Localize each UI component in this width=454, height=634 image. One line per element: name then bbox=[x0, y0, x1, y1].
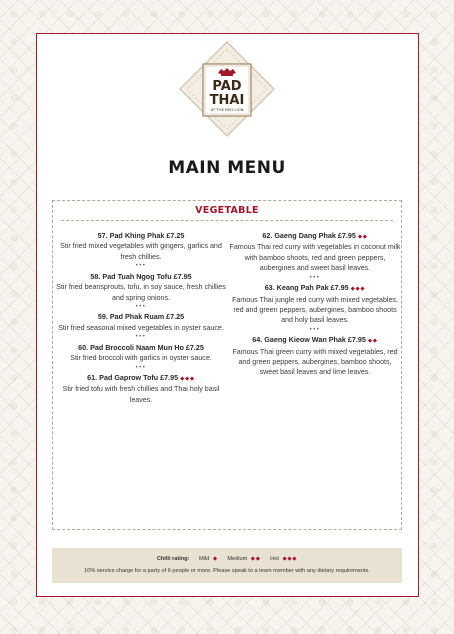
menu-item bbox=[55, 231, 227, 262]
dish-name: 59. Pad Phak Ruam £7.25 bbox=[97, 312, 185, 322]
menu-item bbox=[55, 312, 227, 333]
menu-item bbox=[229, 335, 401, 378]
dish-description: Stir fried beansprouts, tofu, in soy sauce, fresh chillies and spring onions. bbox=[56, 283, 226, 302]
menu-item bbox=[55, 272, 227, 303]
dish-description: Famous Thai jungle red curry with mixed vegetables, red and green peppers, aubergines, bamboo shoots and holy basil leaves. bbox=[232, 295, 398, 325]
dish-name: 60. Pad Broccoli Naam Mun Ho £7.25 bbox=[78, 342, 204, 352]
dish-description: Stir fried mixed vegetables with gingers, garlics and fresh chillies. bbox=[60, 242, 222, 261]
menu-item bbox=[229, 231, 401, 274]
item-separator: ••• bbox=[135, 334, 147, 341]
section-title: VEGETABLE bbox=[195, 205, 259, 216]
item-separator: ••• bbox=[135, 303, 147, 310]
hot-chilli-icon: ◆◆◆ bbox=[282, 556, 298, 562]
left-column bbox=[55, 231, 227, 405]
pad-thai-logo bbox=[178, 40, 276, 138]
menu-item bbox=[229, 283, 401, 326]
item-separator: ••• bbox=[309, 274, 321, 281]
medium-label: Medium bbox=[227, 556, 248, 562]
mild-label: Mild bbox=[199, 556, 210, 562]
item-separator: ••• bbox=[135, 364, 147, 371]
dish-name: 62. Gaeng Dang Phak £7.95 bbox=[262, 231, 356, 240]
right-column bbox=[229, 231, 401, 378]
dish-name: 57. Pad Khing Phak £7.25 bbox=[97, 231, 185, 240]
menu-item bbox=[55, 343, 227, 364]
service-charge-note: 10% service charge for a party of 6 people or more. Please speak to a team member with any dietary requirements. bbox=[84, 568, 370, 574]
logo-line1: PAD bbox=[212, 79, 242, 94]
dish-name: 58. Pad Tuah Ngog Tofu £7.95 bbox=[90, 271, 192, 281]
dish-name: 64. Gaeng Kieow Wan Phak £7.95 bbox=[252, 335, 366, 345]
section-divider bbox=[61, 220, 393, 221]
chilli-rating-icon: ◆◆◆ bbox=[180, 376, 195, 383]
menu-item bbox=[55, 373, 227, 405]
chilli-rating-icon: ◆◆ bbox=[357, 234, 368, 240]
chilli-rating-icon: ◆◆◆ bbox=[350, 286, 366, 293]
page-title: MAIN MENU bbox=[168, 158, 286, 178]
item-separator: ••• bbox=[309, 326, 321, 333]
vegetable-section bbox=[52, 200, 402, 530]
dish-description: Famous Thai green curry with mixed vegetables, red and green peppers, aubergines, bamboo shoots, sweet basil leaves and lime leaves. bbox=[232, 347, 398, 377]
medium-chilli-icon: ◆◆ bbox=[250, 556, 261, 562]
logo-line2: THAI bbox=[209, 93, 245, 108]
item-separator: ••• bbox=[135, 263, 147, 270]
logo-tagline: AT THE RED LION bbox=[210, 107, 244, 112]
chilli-rating-icon: ◆◆ bbox=[367, 338, 378, 345]
dish-description: Stir fried seasonal mixed vegetables in oyster sauce. bbox=[58, 323, 224, 332]
hot-label: Hot bbox=[270, 556, 279, 562]
menu-footer bbox=[52, 548, 402, 583]
mild-chilli-icon: ◆ bbox=[212, 556, 218, 562]
dish-description: Famous Thai red curry with vegetables in coconut milk with bamboo shoots, red and green peppers, aubergines and sweet basil leaves. bbox=[229, 243, 401, 273]
chilli-rating-legend bbox=[52, 556, 402, 562]
chilli-rating-label: Chilli rating: bbox=[156, 556, 190, 562]
dish-description: Stir fried tofu with fresh chillies and Thai holy basil leaves. bbox=[62, 385, 220, 404]
dish-name: 61. Pad Gaprow Tofu £7.95 bbox=[87, 373, 179, 383]
dish-description: Stir fried broccoli with garlics in oyster sauce. bbox=[70, 354, 212, 363]
dish-name: 63. Keang Pah Pak £7.95 bbox=[264, 283, 349, 293]
